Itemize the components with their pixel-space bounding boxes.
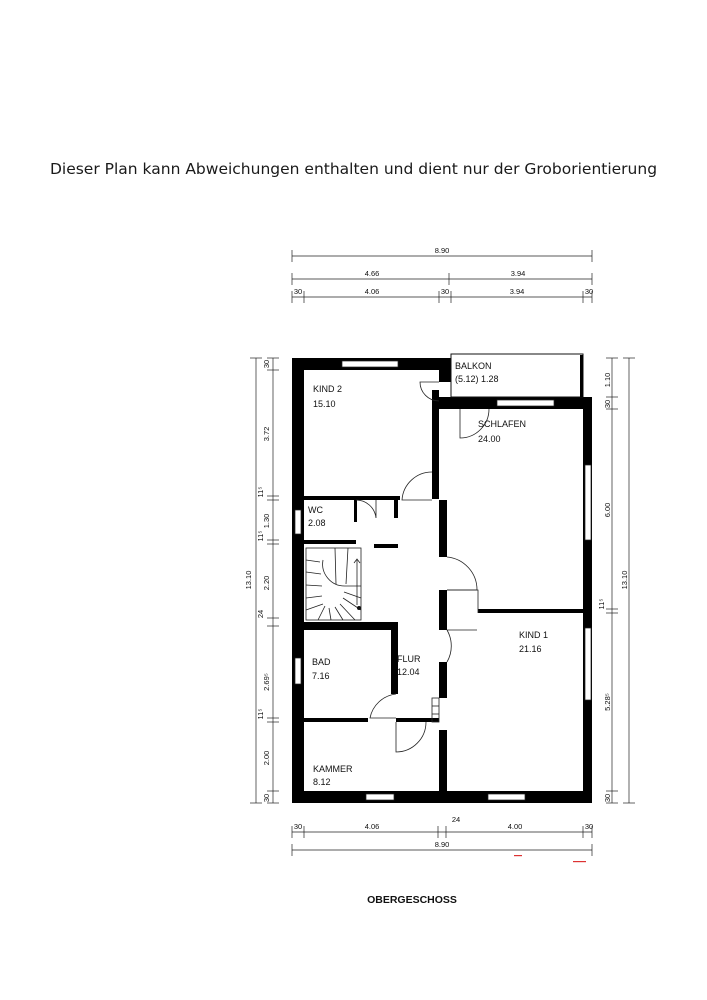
room-bad-area: 7.16: [312, 671, 330, 681]
staircase: [306, 548, 361, 620]
dim-left-30b: 30: [262, 793, 271, 803]
dim-left-11c: 11⁵: [256, 708, 265, 720]
dim-bottom-room-2: 4.00: [507, 822, 523, 831]
dim-left-30a: 30: [262, 359, 271, 369]
dim-top-wall-3: 30: [584, 287, 594, 296]
dim-left-24: 24: [256, 609, 265, 619]
left-dimensions: [244, 358, 279, 803]
top-dimensions: [292, 246, 593, 303]
dim-left-269: 2.69⁵: [262, 673, 271, 691]
room-flur-name: FLUR: [397, 654, 421, 664]
dim-right-30b: 30: [603, 793, 612, 803]
room-kind1-area: 21.16: [519, 644, 542, 654]
dim-right-110: 1.10: [603, 372, 612, 388]
door-kind1: [447, 630, 477, 662]
dim-left-220: 2.20: [262, 575, 271, 591]
dim-bottom-total: 8.90: [434, 840, 450, 849]
dim-top-mid-left: 4.66: [364, 269, 380, 278]
dim-top-room-2: 3.94: [509, 287, 525, 296]
dim-top-room-1: 4.06: [364, 287, 380, 296]
dim-right-total: 13.10: [620, 570, 629, 590]
disclaimer-text: Dieser Plan kann Abweichungen enthalten und dient nur der Groborientierung: [49, 160, 658, 178]
dim-left-11a: 11⁵: [256, 486, 265, 498]
right-dimensions: [597, 358, 635, 803]
window-kind2: [342, 361, 398, 367]
dim-top-wall-2: 30: [440, 287, 450, 296]
dim-right-30a: 30: [603, 399, 612, 409]
door-kind2: [402, 472, 432, 500]
door-kammer: [396, 722, 426, 752]
room-balkon-name: BALKON: [455, 361, 492, 371]
dim-top-mid-right: 3.94: [510, 269, 526, 278]
room-kammer-area: 8.12: [313, 777, 331, 787]
floor-title: OBERGESCHOSS: [367, 894, 457, 906]
window-kind1-side: [585, 628, 591, 700]
dim-bottom-room-1: 4.06: [364, 822, 380, 831]
dim-bottom-wall-2: 30: [584, 822, 594, 831]
window-wc: [295, 510, 301, 534]
dim-top-wall-1: 30: [293, 287, 303, 296]
room-flur-area: 12.04: [397, 667, 420, 677]
dim-left-372: 3.72: [262, 426, 271, 442]
dim-left-130: 1.30: [262, 513, 271, 529]
door-schlafen: [447, 557, 477, 590]
dim-right-528: 5.28⁵: [603, 693, 612, 711]
dim-left-200: 2.00: [262, 750, 271, 766]
door-schlafen-frame: [447, 590, 478, 613]
bottom-dimensions: [292, 815, 593, 862]
window-schlafen-side: [585, 465, 591, 540]
window-schlafen: [497, 400, 554, 406]
room-schlafen-name: SCHLAFEN: [478, 419, 527, 429]
room-bad-name: BAD: [312, 657, 331, 667]
window-bad: [295, 658, 301, 684]
walls: [292, 354, 592, 803]
dim-right-600: 6.00: [603, 502, 612, 518]
dim-bottom-wall-1: 30: [293, 822, 303, 831]
door-bad: [370, 694, 396, 718]
window-kind1: [488, 794, 525, 800]
room-kind2-name: KIND 2: [313, 384, 343, 394]
dim-right-11: 11⁵: [597, 598, 606, 610]
dim-left-11b: 11⁵: [256, 530, 265, 542]
room-kind1-name: KIND 1: [519, 630, 549, 640]
doors: [356, 382, 489, 752]
window-kammer: [366, 794, 394, 800]
room-wc-area: 2.08: [308, 518, 326, 528]
dim-bottom-mid: 24: [451, 815, 461, 824]
dim-top-total: 8.90: [434, 246, 450, 255]
room-kammer-name: KAMMER: [313, 764, 353, 774]
room-schlafen-area: 24.00: [478, 434, 501, 444]
room-kind2-area: 15.10: [313, 399, 336, 409]
room-balkon-area: (5.12) 1.28: [455, 374, 499, 384]
room-wc-name: WC: [308, 505, 323, 515]
dim-left-total: 13.10: [244, 570, 253, 590]
room-labels: [308, 361, 548, 787]
door-wc: [356, 500, 376, 518]
